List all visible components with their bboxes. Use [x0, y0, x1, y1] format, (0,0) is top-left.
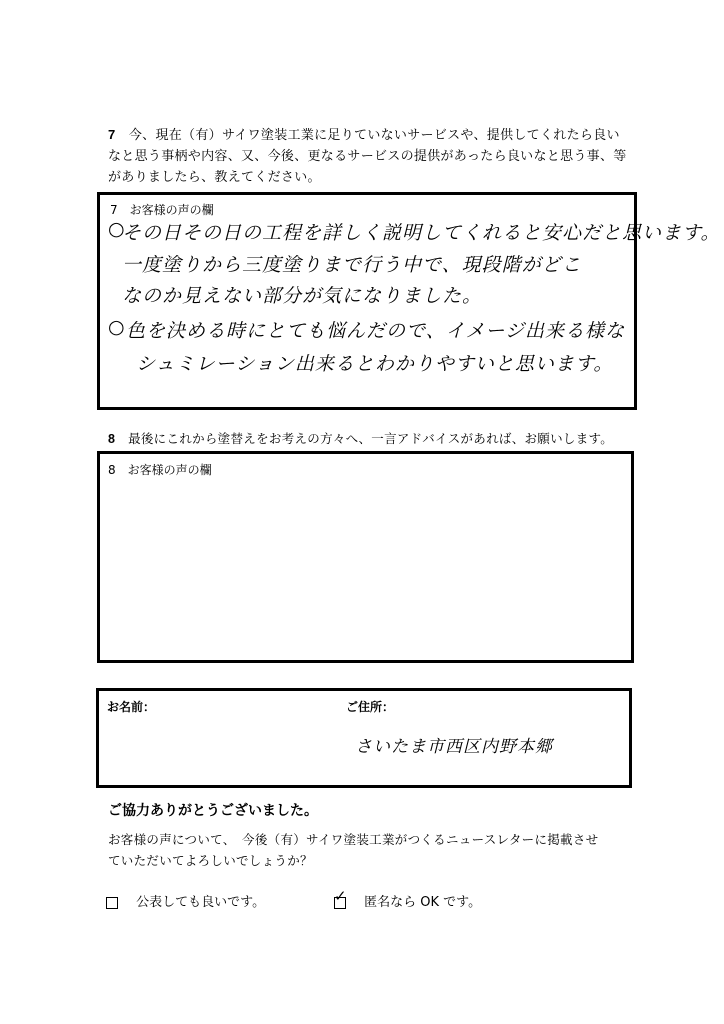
address-value[interactable]: さいたま市西区内野本郷 [355, 737, 553, 757]
thanks-message: ご協力ありがとうございました。 [108, 803, 318, 819]
name-label: お名前： [107, 700, 156, 714]
question-7-line-3: がありましたら、教えてください。 [108, 170, 321, 185]
checkbox-anonymous[interactable] [334, 886, 347, 909]
option-anonymous-label: 匿名なら OK です。 [364, 895, 482, 910]
answer-box-7[interactable] [97, 192, 721, 410]
question-7-line-2: なと思う事柄や内容、又、今後、更なるサービスの提供があったら良いなと思う事、等 [108, 149, 627, 164]
check-mark-icon: ✓ [334, 886, 347, 905]
question-8-number: 8 [108, 432, 116, 446]
answer-7-line-1: その日その日の工程を詳しく説明してくれると安心だと思います。 [122, 222, 721, 244]
answer-box-7-label: 7 お客様の声の欄 [110, 203, 214, 217]
answer-7-line-3: なのか見えない部分が気になりました。 [122, 285, 483, 307]
answer-7-bullet-2: ○ [108, 316, 126, 338]
question-8-text [108, 428, 633, 450]
question-7-line-1: 今、現在（有）サイワ塗装工業に足りていないサービスや、提供してくれたら良い [128, 128, 620, 143]
consent-option-public[interactable] [106, 891, 265, 910]
checkbox-public[interactable] [106, 897, 118, 909]
name-field[interactable] [109, 715, 324, 781]
option-public-label: 公表しても良いです。 [136, 895, 266, 910]
consent-line-2: ていただいてよろしいでしょうか？ [108, 853, 313, 868]
answer-7-line-4: 色を決める時にとても悩んだので、イメージ出来る様な [126, 320, 626, 342]
answer-7-line-5: シュミレーション出来るとわかりやすいと思います。 [136, 353, 614, 375]
question-7-text [108, 124, 628, 188]
consent-option-anonymous[interactable] [334, 886, 482, 910]
consent-line-1: お客様の声について、 今後（有）サイワ塗装工業がつくるニュースレターに掲載させ [108, 832, 599, 847]
answer-7-line-2: 一度塗りから三度塗りまで行う中で、現段階がどこ [122, 254, 582, 276]
answer-box-8[interactable] [97, 451, 634, 663]
question-7-number: 7 [108, 127, 116, 142]
answer-box-8-label: 8 お客様の声の欄 [108, 463, 212, 477]
customer-info-box [96, 688, 632, 788]
question-8-line: 最後にこれから塗替えをお考えの方々へ、一言アドバイスがあれば、お願いします。 [128, 431, 614, 446]
consent-question [108, 829, 638, 871]
answer-7-bullet-1: ○ [108, 218, 126, 240]
address-label: ご住所： [346, 700, 395, 714]
